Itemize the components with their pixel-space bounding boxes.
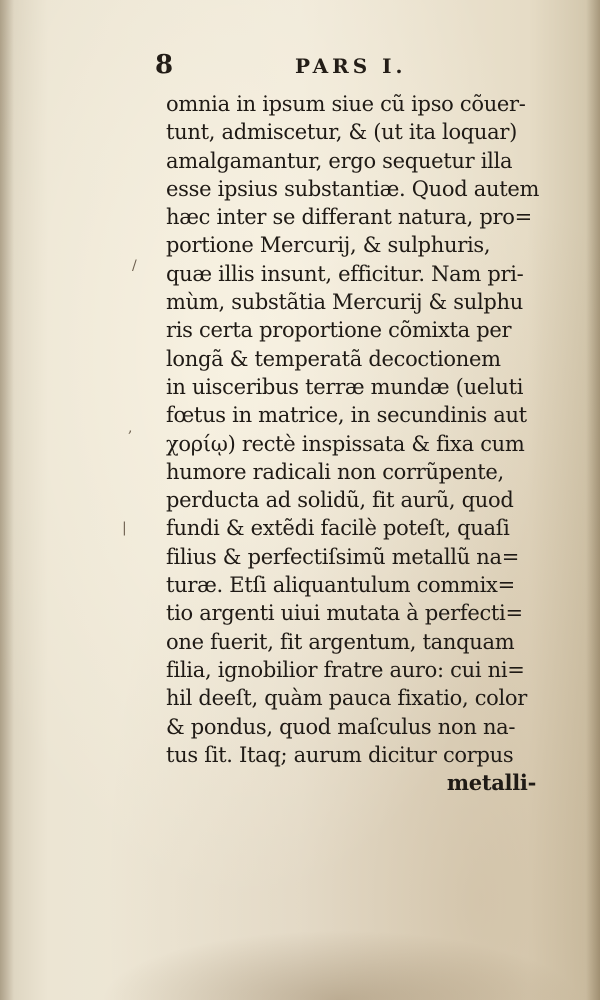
text-line: hæc inter se differant natura, pro= — [166, 205, 532, 230]
page-number: 8 — [155, 50, 174, 80]
text-line: fundi & extẽdi facilè poteſt, quaſi — [166, 516, 510, 541]
text-line: & pondus, quod maſculus non na- — [166, 714, 516, 739]
text-line: fœtus in matrice, in secundinis aut — [166, 403, 527, 428]
text-line: omnia in ipsum siue cũ ipso cõuer- — [166, 92, 526, 116]
text-line: perducta ad solidũ, fit aurũ, quod — [166, 488, 514, 513]
text-line: tunt, admiscetur, & (ut ita loquar) — [166, 120, 518, 145]
text-line: turæ. Etſi aliquantulum commix= — [166, 573, 515, 598]
text-line: χορίῳ) rectè inspissata & fixa cum — [166, 431, 525, 456]
text-line: esse ipsius substantiæ. Quod autem — [166, 176, 540, 201]
page-edge-left — [0, 0, 14, 1000]
text-line: in uisceribus terræ mundæ (ueluti — [166, 374, 524, 399]
margin-mark: | — [122, 520, 127, 536]
text-line: quæ illis insunt, efficitur. Nam pri- — [166, 261, 524, 286]
margin-mark: , — [128, 420, 133, 436]
text-line: one fuerit, fit argentum, tanquam — [166, 629, 515, 654]
paper-stain — [100, 930, 580, 1000]
text-line: filius & perfectiſsimũ metallũ na= — [166, 544, 520, 569]
text-line: tio argenti uiui mutata à perfecti= — [166, 601, 523, 626]
catchword: metalli- — [446, 770, 536, 796]
running-title: PARS I. — [295, 54, 407, 78]
page-edge-right — [586, 0, 600, 1000]
page-header — [155, 50, 435, 80]
text-line: humore radicali non corrũpente, — [166, 459, 504, 484]
margin-mark: / — [132, 258, 137, 274]
text-line: ris certa proportione cõmixta per — [166, 318, 512, 343]
text-line: tus ſit. Itaq; aurum dicitur corpus — [166, 742, 514, 767]
text-line: hil deeſt, quàm pauca fixatio, color — [166, 686, 528, 711]
main-text-block — [166, 90, 546, 797]
text-line: longã & temperatã decoctionem — [166, 346, 501, 371]
text-line: amalgamantur, ergo sequetur illa — [166, 148, 513, 173]
text-line: portione Mercurij, & sulphuris, — [166, 233, 491, 258]
text-line: filia, ignobilior fratre auro: cui ni= — [166, 657, 525, 682]
text-line: mùm, substãtia Mercurij & sulphu — [166, 290, 524, 315]
